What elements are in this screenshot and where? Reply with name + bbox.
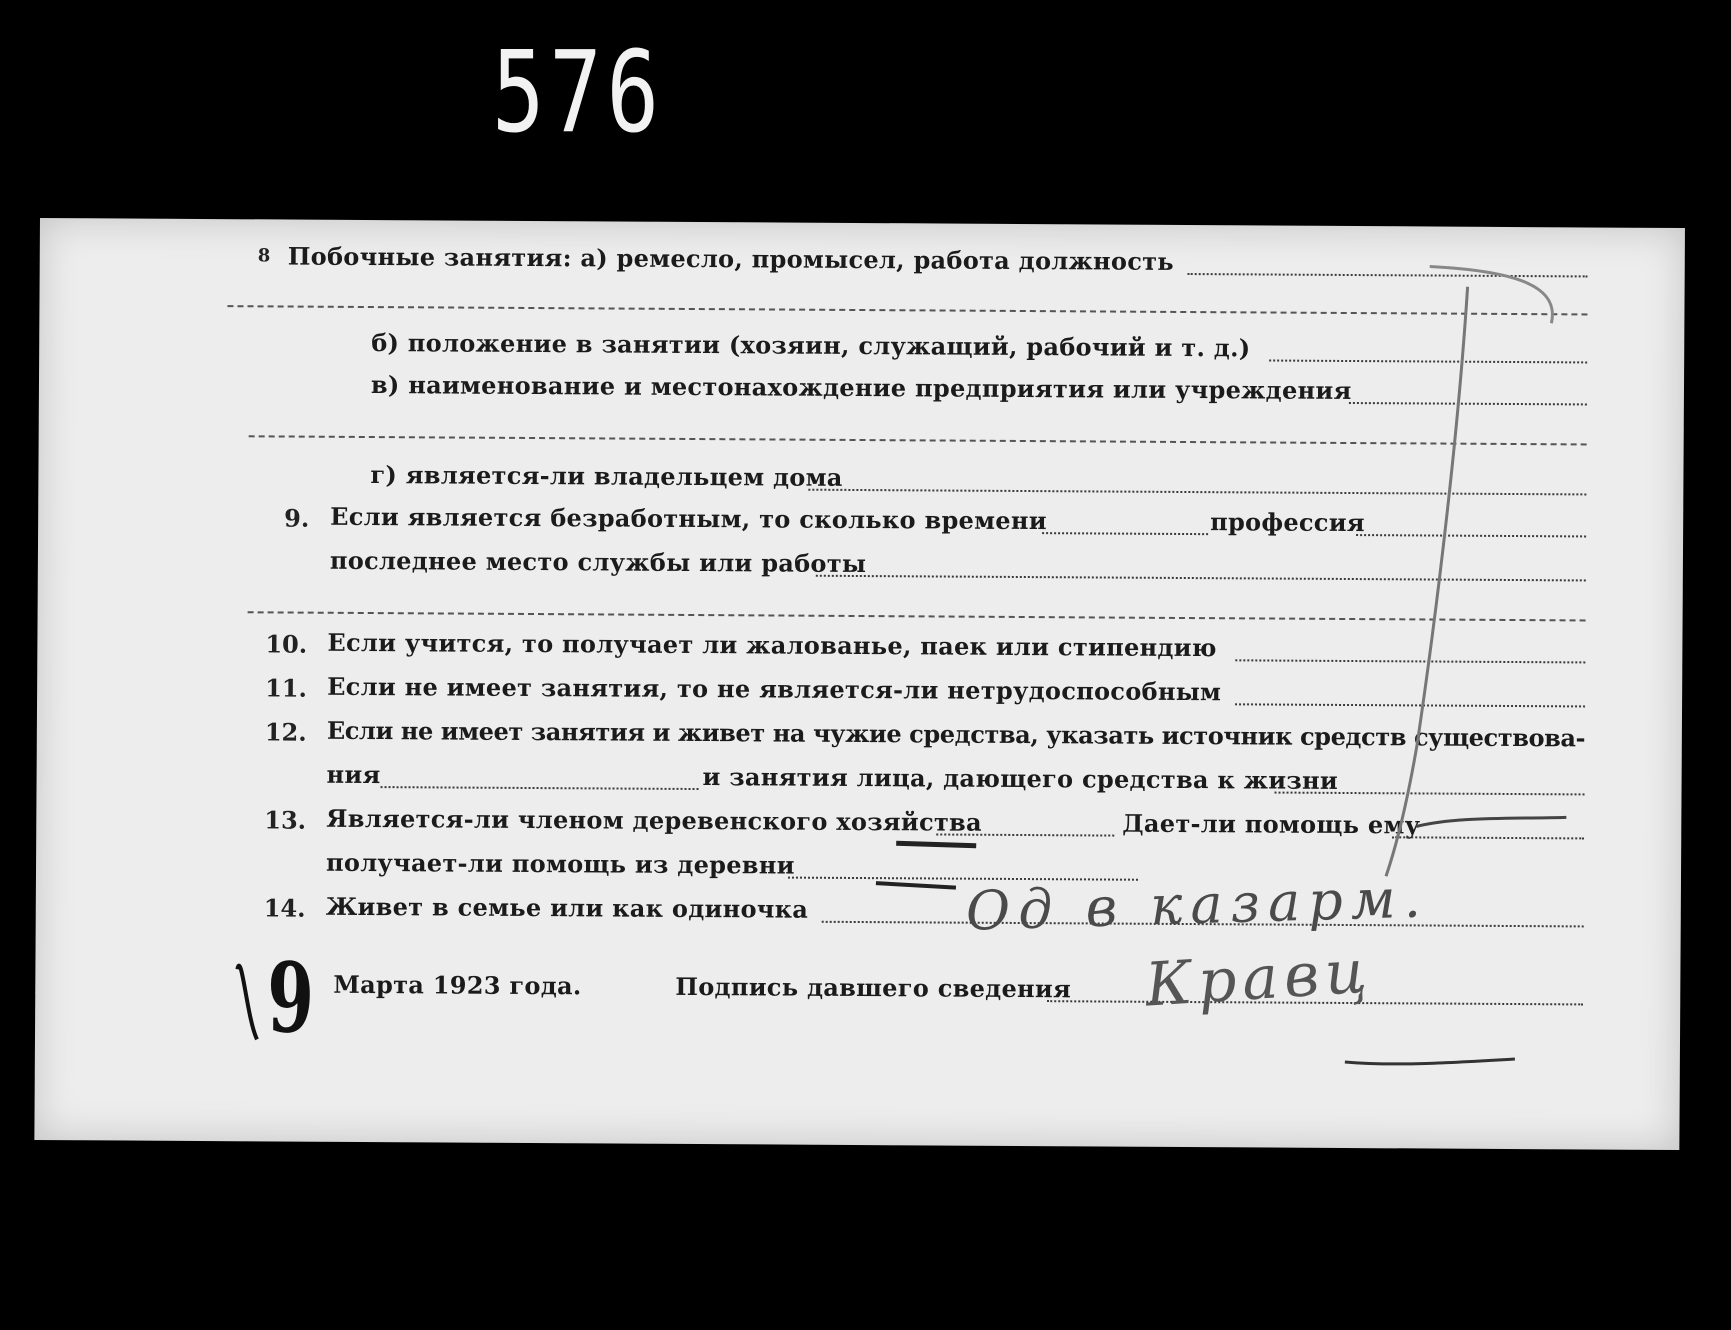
signature-label: Подпись давшего сведения — [675, 971, 1072, 1004]
frame-number: 576 — [492, 28, 664, 158]
q8-v-label: в) наименование и местонахождение предприятия или учреждения — [370, 370, 1352, 406]
signature-handwritten: Кравц — [1143, 936, 1375, 1021]
q14-strike-mark-2 — [876, 883, 956, 887]
q12-number: 12. — [264, 717, 307, 747]
census-card — [34, 218, 1685, 1150]
handwriting-strokes — [34, 218, 1685, 1150]
q14-text: Живет в семье или как одиночка — [325, 891, 809, 924]
q14-number: 14. — [263, 893, 306, 923]
corner-pen-stroke — [1429, 266, 1552, 323]
q8-a-label: Побочные занятия: а) ремесло, промысел, работа должность — [287, 241, 1175, 276]
q10-number: 10. — [265, 629, 308, 659]
q8-number: 8 — [257, 245, 271, 267]
q12-text2a: ния — [326, 759, 381, 790]
q13-pen-stroke — [1416, 816, 1566, 827]
q9-text1: Если является безработным, то сколько времени — [330, 501, 1047, 536]
q9-profession-label: профессия — [1210, 507, 1365, 538]
signature-underline — [1345, 1058, 1515, 1065]
q13-text2: получает-ли помощь из деревни — [325, 847, 795, 880]
q14-strike-mark — [896, 843, 976, 845]
q12-text1: Если не имеет занятия и живет на чужие средства, указать источник средств существова- — [326, 715, 1586, 753]
q10-text: Если учится, то получает ли жалованье, паек или стипендию — [327, 627, 1217, 663]
q8-g-label: г) является-ли владельцем дома — [370, 460, 843, 492]
footer-date-text: Марта 1923 года. — [333, 969, 582, 1001]
q13-text1a: Является-ли членом деревенского хозяйства — [326, 803, 982, 837]
q13-text1b: Дает-ли помощь ему — [1122, 808, 1421, 840]
vertical-pen-stroke — [1386, 286, 1468, 876]
q11-text: Если не имеет занятия, то не является-ли нетрудоспособным — [327, 671, 1222, 707]
q13-number: 13. — [264, 805, 307, 835]
q8-b-label: б) положение в занятии (хозяин, служащий, рабочий и т. д.) — [371, 328, 1251, 363]
day-pen-stroke — [237, 966, 257, 1040]
q12-text2b: и занятия лица, дающего средства к жизни — [702, 762, 1339, 795]
q9-number: 9. — [284, 503, 310, 533]
footer-day-handwritten: 9 — [266, 941, 315, 1055]
q11-number: 11. — [265, 673, 307, 703]
q14-handwritten-answer: Од в казарм. — [965, 866, 1430, 943]
q9-text2: последнее место службы или работы — [329, 545, 867, 579]
